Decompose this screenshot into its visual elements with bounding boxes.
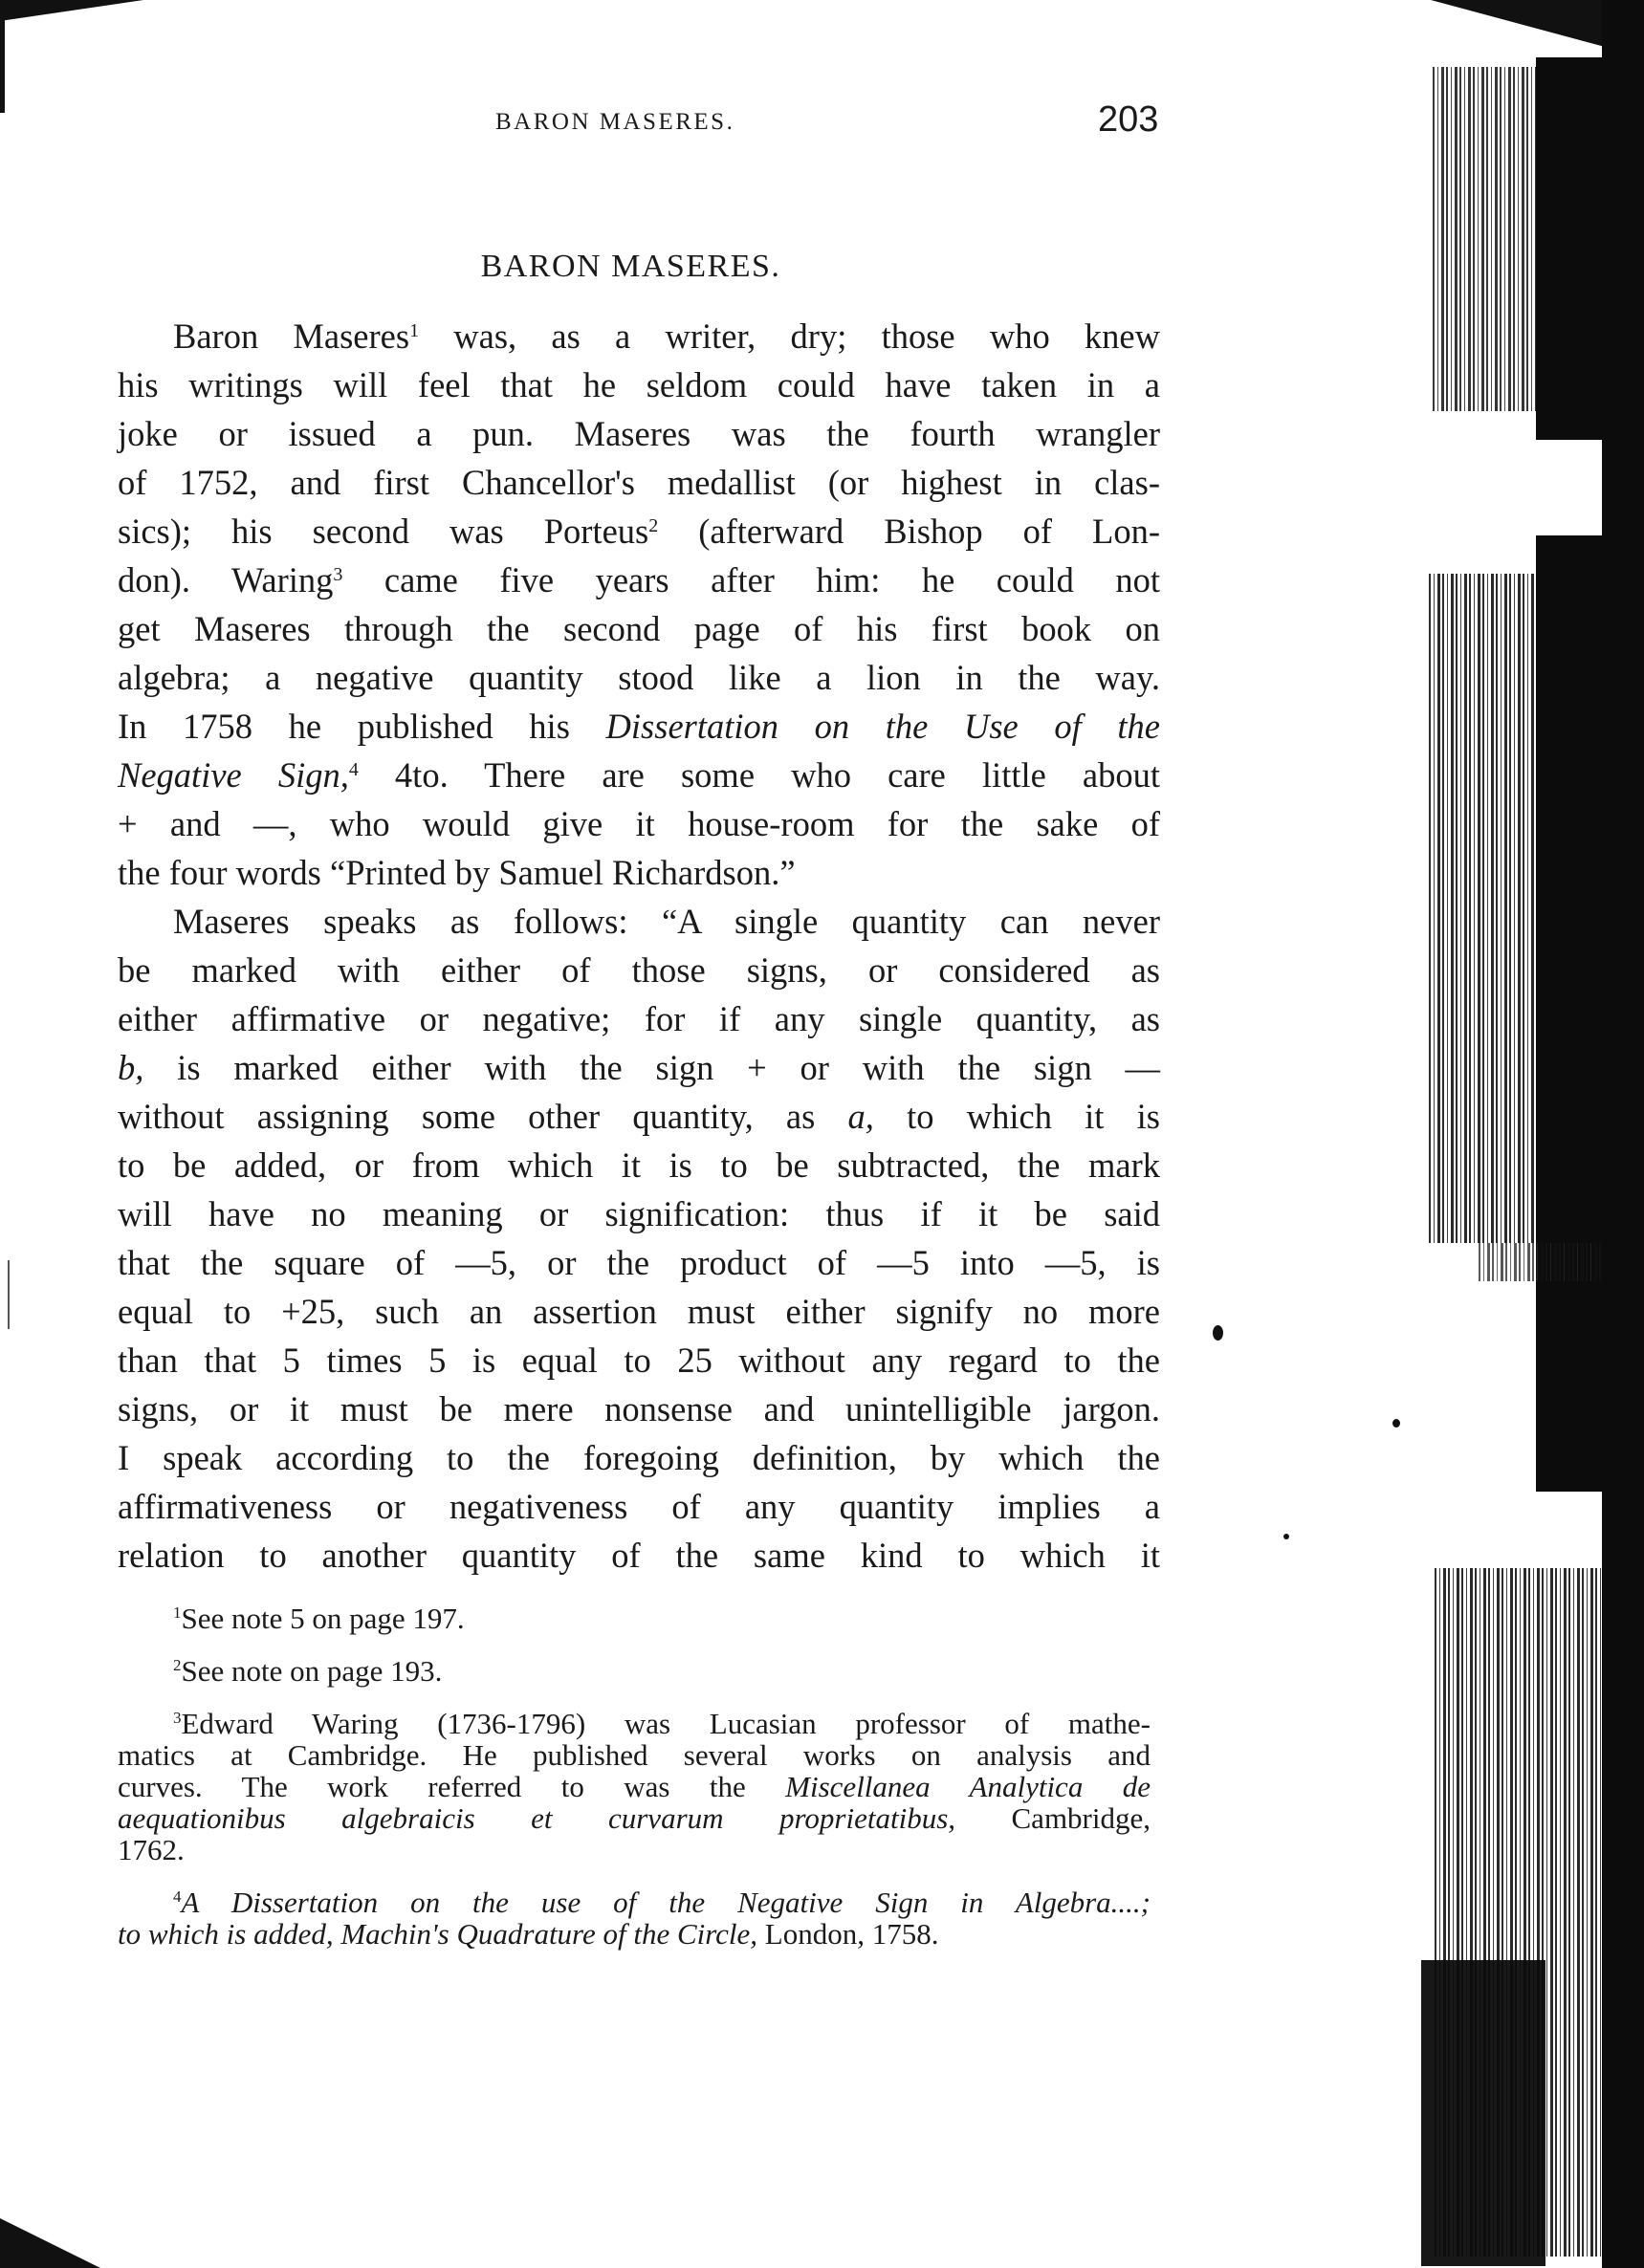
footnote-2 xyxy=(118,1655,1151,1687)
page-edge-stripes xyxy=(1429,574,1536,1243)
footnotes xyxy=(118,1603,1151,1950)
text-line: his writings will feel that he seldom could have taken in a xyxy=(118,365,1160,404)
footnote-number: 1 xyxy=(173,1603,182,1622)
page-edge-stripes xyxy=(1536,535,1603,1492)
footnote-number: 4 xyxy=(173,1887,182,1906)
book-edge-dark-band xyxy=(1602,0,1644,2268)
footnote-3-line: matics at Cambridge. He published several works on analysis and xyxy=(118,1738,1151,1772)
page-edge-stripes xyxy=(1536,57,1603,440)
text-line xyxy=(118,507,1160,556)
footnote-ref: 1 xyxy=(409,320,420,341)
page-edge-stripes xyxy=(1479,1243,1603,1281)
text-line xyxy=(118,702,1160,751)
footnote-ref: 2 xyxy=(648,515,659,536)
footnote-number: 2 xyxy=(173,1656,182,1674)
text-line: the four words “Printed by Samuel Richardson.” xyxy=(118,853,796,892)
footnote-text: curves. The work referred to was the xyxy=(118,1770,786,1803)
text-line: will have no meaning or signification: thus if it be said xyxy=(118,1194,1160,1233)
section-title-text: BARON MASERES. xyxy=(480,249,781,284)
text-line: relation to another quantity of the same kind to which it xyxy=(118,1536,1160,1575)
page-edge-stripes xyxy=(1421,1960,1545,2266)
text-run: don). Waring xyxy=(118,560,334,600)
text-line: signs, or it must be mere nonsense and unintelligible jargon. xyxy=(118,1389,1160,1428)
footnote-ref: 3 xyxy=(333,564,343,585)
text-line: be marked with either of those signs, or considered as xyxy=(118,950,1160,990)
text-line: than that 5 times 5 is equal to 25 without any regard to the xyxy=(118,1341,1160,1380)
text-line: of 1752, and first Chancellor's medallist (or highest in clas- xyxy=(118,463,1160,502)
scan-edge-left xyxy=(0,0,5,113)
footnote-4 xyxy=(118,1886,1151,1918)
text-line: equal to +25, such an assertion must either signify no more xyxy=(118,1292,1160,1331)
book-title-italic: aequationibus algebraicis et curvarum proprietatibus, xyxy=(118,1801,956,1835)
footnote-3 xyxy=(118,1708,1151,1739)
scan-corner-top-left xyxy=(0,0,143,21)
footnote-text: Cambridge, xyxy=(955,1801,1151,1835)
footnote-1 xyxy=(118,1603,1151,1634)
variable-italic: a, xyxy=(847,1097,874,1136)
text-line: affirmativeness or negativeness of any quantity implies a xyxy=(118,1487,1160,1526)
footnote-4-line xyxy=(118,1918,1151,1950)
book-title-italic: A Dissertation on the use of the Negative Sign in Algebra....; xyxy=(181,1886,1151,1919)
scan-speck xyxy=(1283,1534,1289,1539)
scan-corner-bottom-left xyxy=(0,2218,100,2268)
scan-speck xyxy=(1213,1325,1223,1341)
footnote-text: See note on page 193. xyxy=(181,1654,443,1688)
book-title-italic: Negative Sign, xyxy=(118,755,349,795)
body-text xyxy=(118,312,1160,1580)
page-number: 203 xyxy=(1098,99,1159,140)
text-line: that the square of —5, or the product of —5 into —5, is xyxy=(118,1243,1160,1282)
scan-mark-left xyxy=(8,1260,10,1329)
edge-gap xyxy=(1429,421,1524,564)
text-run: 4to. There are some who care little about xyxy=(358,755,1161,795)
footnote-3-line: 1762. xyxy=(118,1833,185,1866)
book-title-italic: to which is added, Machin's Quadrature of the Circle, xyxy=(118,1917,758,1951)
text-line xyxy=(118,312,1160,360)
footnote-text: Edward Waring (1736-1796) was Lucasian professor of mathe- xyxy=(181,1707,1151,1740)
book-title-italic: Dissertation on the Use of the xyxy=(605,707,1160,746)
text-run: is marked either with the sign + or with the sign — xyxy=(143,1048,1160,1087)
running-head: BARON MASERES. xyxy=(495,109,735,135)
text-line: Maseres speaks as follows: “A single quantity can never xyxy=(173,902,1160,941)
text-line xyxy=(118,556,1160,604)
footnote-text: See note 5 on page 197. xyxy=(181,1602,465,1635)
text-line: to be added, or from which it is to be subtracted, the mark xyxy=(118,1145,1160,1185)
footnote-number: 3 xyxy=(173,1709,182,1727)
section-title xyxy=(0,249,1261,285)
page-edge-stripes xyxy=(1433,67,1536,411)
text-run: to which it is xyxy=(873,1097,1161,1136)
text-line xyxy=(118,1043,1160,1092)
text-line: I speak according to the foregoing definition, by which the xyxy=(118,1438,1160,1477)
footnote-text: London, 1758. xyxy=(757,1917,939,1951)
text-line xyxy=(118,751,1160,799)
edge-gap xyxy=(1429,1497,1591,1555)
text-run: Baron Maseres xyxy=(173,316,410,356)
text-line: algebra; a negative quantity stood like a lion in the way. xyxy=(118,658,1160,697)
text-run: came five years after him: he could not xyxy=(342,560,1160,600)
text-line xyxy=(118,1092,1160,1141)
text-run: (afterward Bishop of Lon- xyxy=(658,512,1160,551)
text-line: joke or issued a pun. Maseres was the fourth wrangler xyxy=(118,414,1160,453)
book-edge-right xyxy=(1421,0,1644,2268)
footnote-3-line xyxy=(118,1802,1151,1834)
footnote-ref: 4 xyxy=(348,759,359,780)
text-run: sics); his second was Porteus xyxy=(118,512,649,551)
text-run: without assigning some other quantity, as xyxy=(118,1097,848,1136)
scan-speck xyxy=(1392,1419,1400,1428)
text-line: get Maseres through the second page of his first book on xyxy=(118,609,1160,648)
text-run: In 1758 he published his xyxy=(118,707,606,746)
text-run: was, as a writer, dry; those who knew xyxy=(419,316,1160,356)
book-title-italic: Miscellanea Analytica de xyxy=(785,1770,1151,1803)
text-line: + and —, who would give it house-room for the sake of xyxy=(118,804,1160,843)
variable-italic: b, xyxy=(118,1048,144,1087)
text-line: either affirmative or negative; for if any single quantity, as xyxy=(118,999,1160,1038)
footnote-3-line xyxy=(118,1771,1151,1802)
